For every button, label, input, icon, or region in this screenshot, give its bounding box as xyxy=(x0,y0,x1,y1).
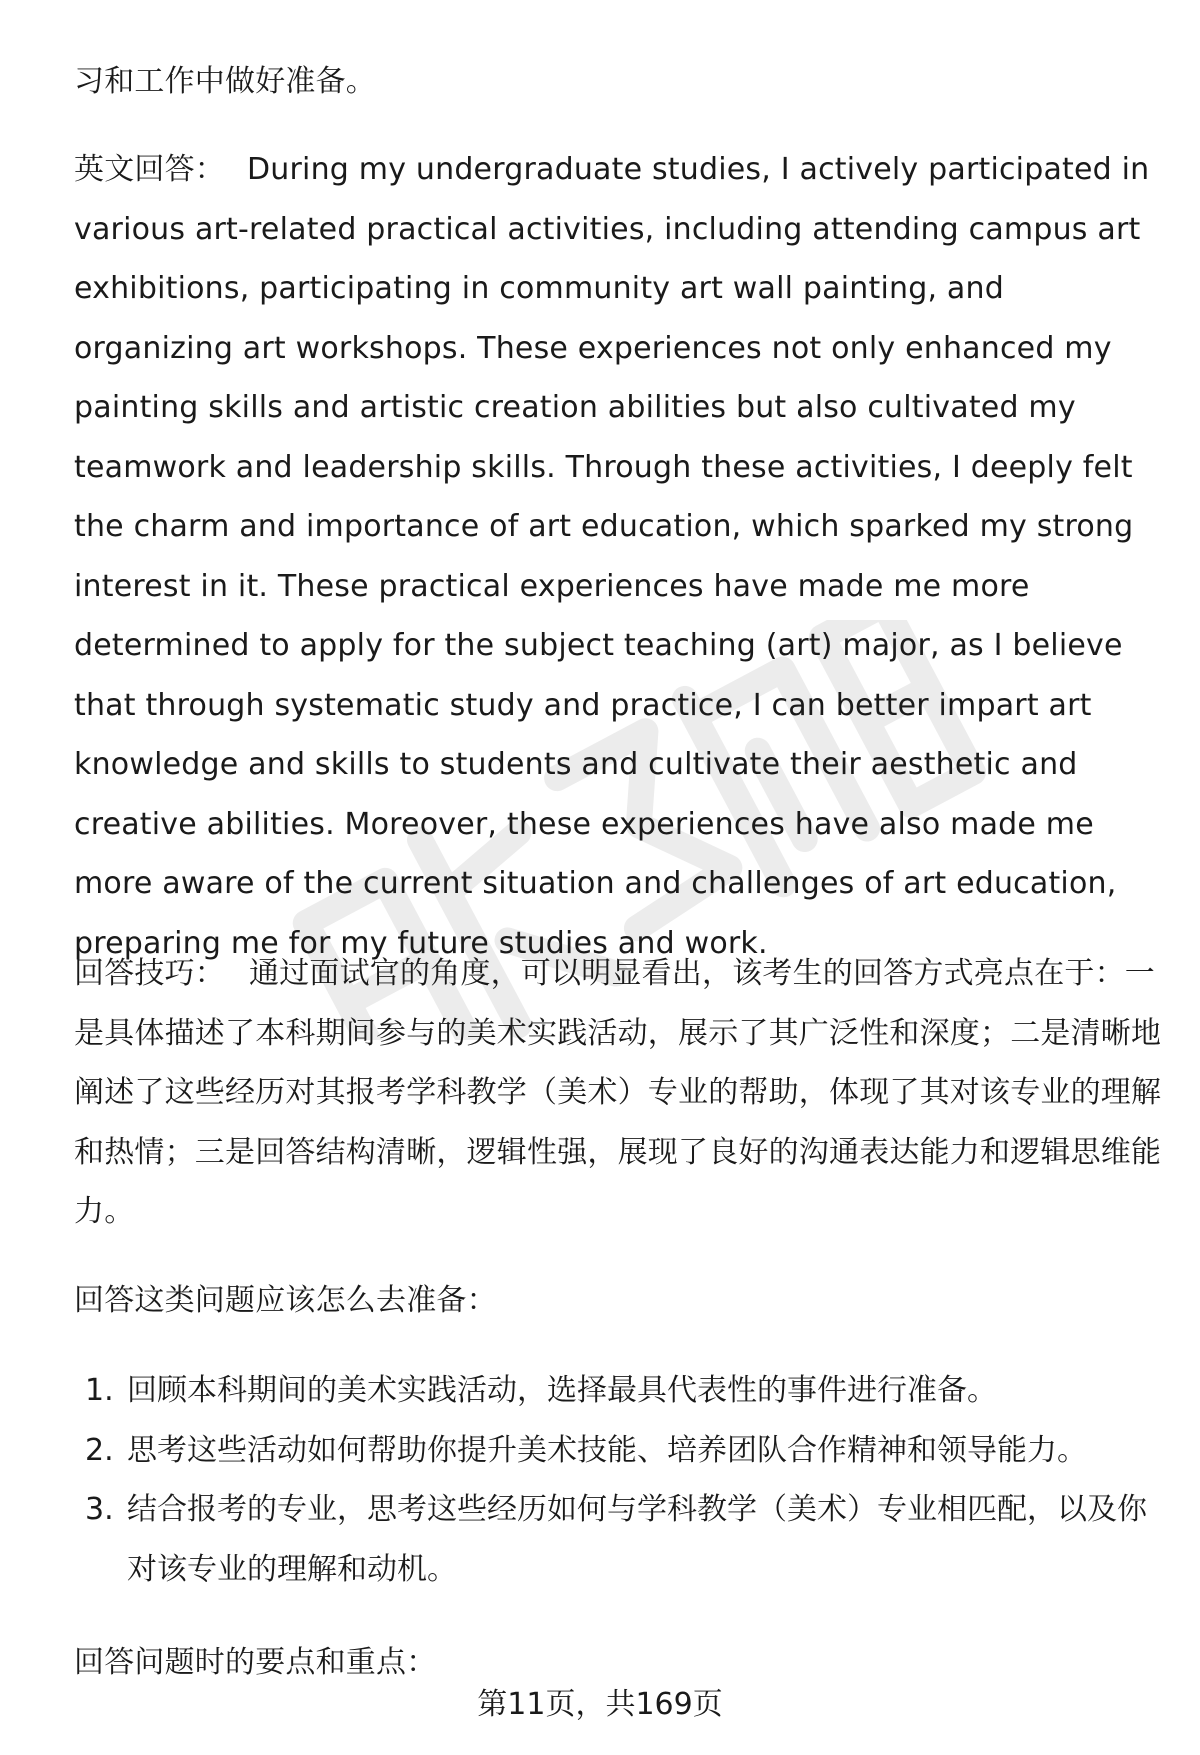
answer-tips-label: 回答技巧： xyxy=(74,956,225,991)
key-points-heading: 回答问题时的要点和重点： xyxy=(74,1645,437,1680)
preparation-list xyxy=(74,1361,1164,1599)
list-item-number: 1. xyxy=(85,1373,114,1408)
list-item-text: 结合报考的专业，思考这些经历如何与学科教学（美术）专业相匹配，以及你对该专业的理解和动机。 xyxy=(127,1492,1147,1587)
list-item-text: 思考这些活动如何帮助你提升美术技能、培养团队合作精神和领导能力。 xyxy=(127,1432,1087,1468)
list-item xyxy=(74,1480,1164,1599)
answer-tips-paragraph xyxy=(74,944,1164,1242)
list-item xyxy=(74,1361,1164,1421)
page-number-footer: 第11页，共169页 xyxy=(477,1687,723,1722)
preparation-heading: 回答这类问题应该怎么去准备： xyxy=(74,1283,497,1318)
list-item-text: 回顾本科期间的美术实践活动，选择最具代表性的事件进行准备。 xyxy=(127,1373,997,1408)
answer-tips-body: 通过面试官的角度，可以明显看出，该考生的回答方式亮点在于：一是具体描述了本科期间参与的美术实践活动，展示了其广泛性和深度；二是清晰地阐述了这些经历对其报考学科教学（美术）专业的帮助，体现了其对该专业的理解和热情；三是回答结构清晰，逻辑性强，展现了良好的沟通表达能力和逻辑思维能力。 xyxy=(74,956,1162,1229)
english-answer-body: During my undergraduate studies, I actively participated in various art-related practical activities, including attending campus art exhibitions, participating in community art wall painting, and organizing art workshops. These experiences not only enhanced my painting skills and artistic creation abilities but also cultivated my teamwork and leadership skills. Through these activities, I deeply felt the charm and importance of art education, which sparked my strong interest in it. These practical experiences have made me more determined to apply for the subject teaching (art) major, as I believe that through systematic study and practice, I can better impart art knowledge and skills to students and cultivate their aesthetic and creative abilities. Moreover, these experiences have also made me more aware of the current situation and challenges of art education, preparing me for my future studies and work. xyxy=(74,152,1150,961)
english-answer-paragraph xyxy=(74,140,1164,973)
previous-paragraph-tail: 习和工作中做好准备。 xyxy=(74,64,376,99)
list-item xyxy=(74,1421,1164,1481)
list-item-number: 2. xyxy=(85,1432,114,1468)
english-answer-label: 英文回答： xyxy=(74,152,225,187)
list-item-number: 3. xyxy=(85,1492,114,1527)
